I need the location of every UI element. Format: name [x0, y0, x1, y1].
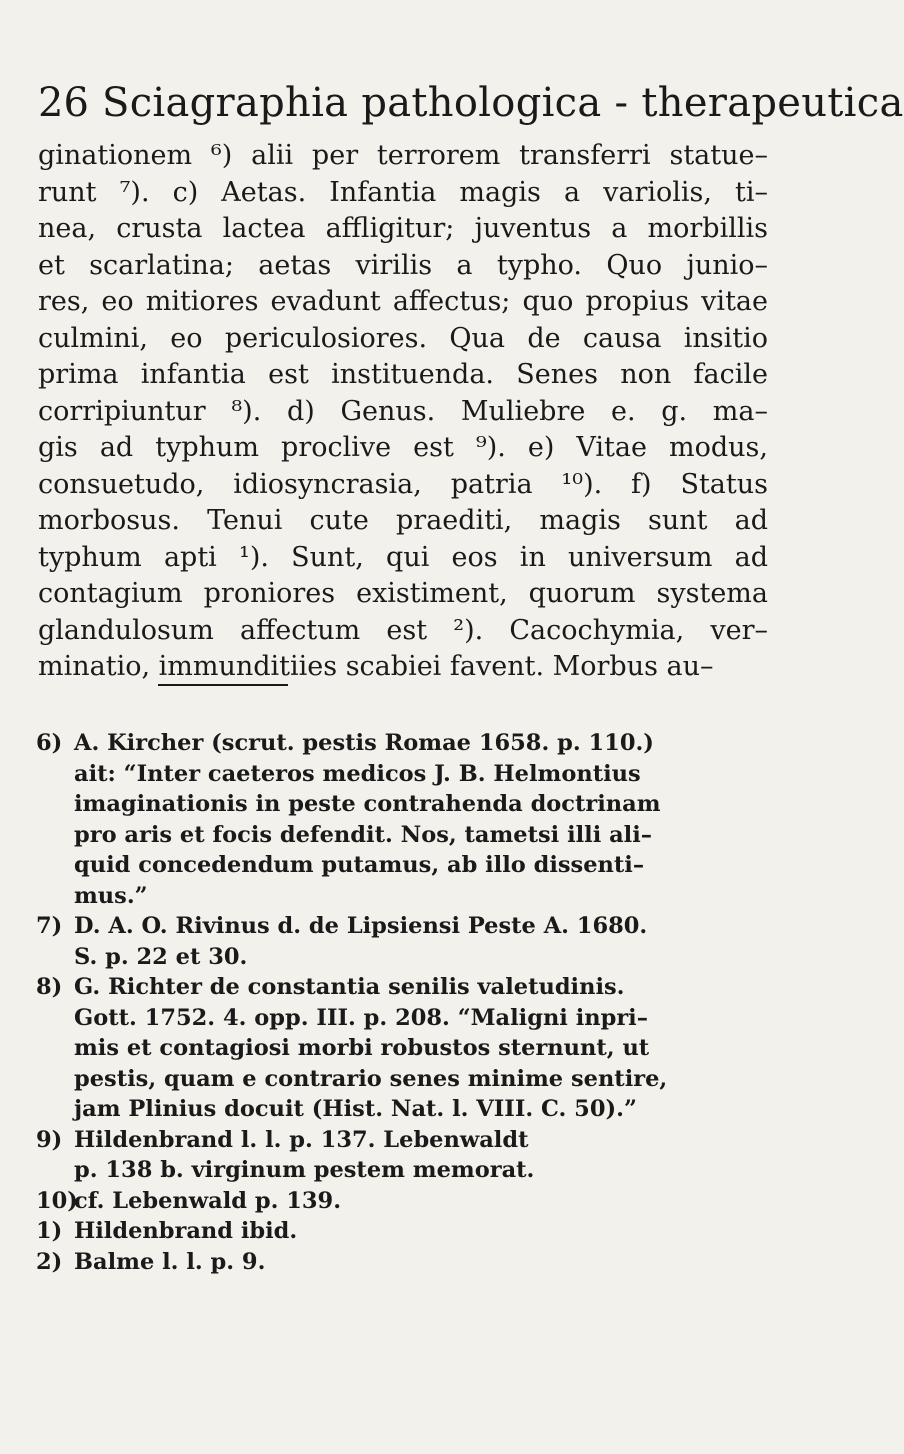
footnote-number: 6): [36, 730, 63, 756]
footnote: [36, 728, 776, 911]
text-line: contagium proniores existiment, quorum systema: [38, 578, 768, 609]
text-line: prima infantia est instituenda. Senes non facile: [38, 359, 768, 390]
text-line: ginationem ⁶) alii per terrorem transferri statue–: [38, 140, 768, 171]
footnote-line: p. 138 b. virginum pestem memorat.: [74, 1157, 535, 1183]
running-header: [38, 72, 904, 134]
text-line: gis ad typhum proclive est ⁹). e) Vitae modus,: [38, 432, 768, 463]
text-line: minatio, immunditiies scabiei favent. Morbus au–: [38, 651, 714, 682]
footnote-number: 8): [36, 974, 63, 1000]
footnote-line: mis et contagiosi morbi robustos sternunt, ut: [74, 1035, 650, 1061]
footnote-line: D. A. O. Rivinus d. de Lipsiensi Peste A. 1680.: [74, 913, 648, 939]
text-line: runt ⁷). c) Aetas. Infantia magis a variolis, ti–: [38, 176, 768, 208]
footnote-line: Hildenbrand ibid.: [74, 1218, 298, 1244]
footnote-line: S. p. 22 et 30.: [74, 943, 248, 970]
footnote-line: pestis, quam e contrario senes minime sentire,: [74, 1065, 668, 1092]
footnote-line: A. Kircher (scrut. pestis Romae 1658. p. 110.): [74, 730, 654, 756]
text-line: res, eo mitiores evadunt affectus; quo propius vitae: [38, 286, 768, 317]
text-line: consuetudo, idiosyncrasia, patria ¹⁰). f) Status: [38, 468, 768, 500]
text-line: morbosus. Tenui cute praediti, magis sunt ad: [38, 505, 768, 536]
footnote-number: 7): [36, 913, 63, 939]
footnote-number: 9): [36, 1126, 63, 1153]
footnote-line: ait: “Inter caeteros medicos J. B. Helmontius: [74, 760, 641, 787]
text-line: glandulosum affectum est ²). Cacochymia, ver–: [38, 614, 768, 646]
footnote-line: G. Richter de constantia senilis valetudinis.: [74, 974, 625, 1000]
footnotes: [36, 728, 776, 1277]
page-number: 26: [38, 80, 89, 126]
footnote-line: quid concedendum putamus, ab illo dissenti–: [74, 852, 645, 878]
footnote-line: pro aris et focis defendit. Nos, tametsi illi ali–: [74, 821, 653, 848]
footnote: [36, 1216, 776, 1247]
text-line: typhum apti ¹). Sunt, qui eos in universum ad: [38, 541, 768, 573]
text-line: culmini, eo periculosiores. Qua de causa insitio: [38, 322, 768, 354]
footnote: [36, 972, 776, 1125]
footnote-number: 2): [36, 1248, 63, 1275]
footnote-separator: [158, 684, 288, 686]
footnote: [36, 911, 776, 972]
footnote: [36, 1247, 776, 1278]
footnote-line: Hildenbrand l. l. p. 137. Lebenwaldt: [74, 1126, 529, 1153]
footnote: [36, 1125, 776, 1186]
footnote: [36, 1186, 776, 1217]
main-text: [38, 138, 768, 686]
footnote-line: Gott. 1752. 4. opp. III. p. 208. “Maligni inpri–: [74, 1004, 648, 1031]
footnote-line: imaginationis in peste contrahenda doctrinam: [74, 791, 661, 817]
text-line: nea, crusta lactea affligitur; juventus a morbillis: [38, 213, 768, 244]
text-line: et scarlatina; aetas virilis a typho. Quo junio–: [38, 249, 768, 281]
footnote-line: cf. Lebenwald p. 139.: [74, 1187, 342, 1214]
footnote-number: 1): [36, 1218, 63, 1244]
text-line: corripiuntur ⁸). d) Genus. Muliebre e. g. ma–: [38, 395, 768, 427]
footnote-line: mus.”: [74, 882, 148, 909]
footnote-number: 10): [36, 1187, 78, 1214]
footnote-line: jam Plinius docuit (Hist. Nat. l. VIII. C. 50).”: [74, 1096, 637, 1122]
running-title: Sciagraphia pathologica - therapeutica: [102, 80, 904, 126]
footnote-line: Balme l. l. p. 9.: [74, 1248, 266, 1275]
